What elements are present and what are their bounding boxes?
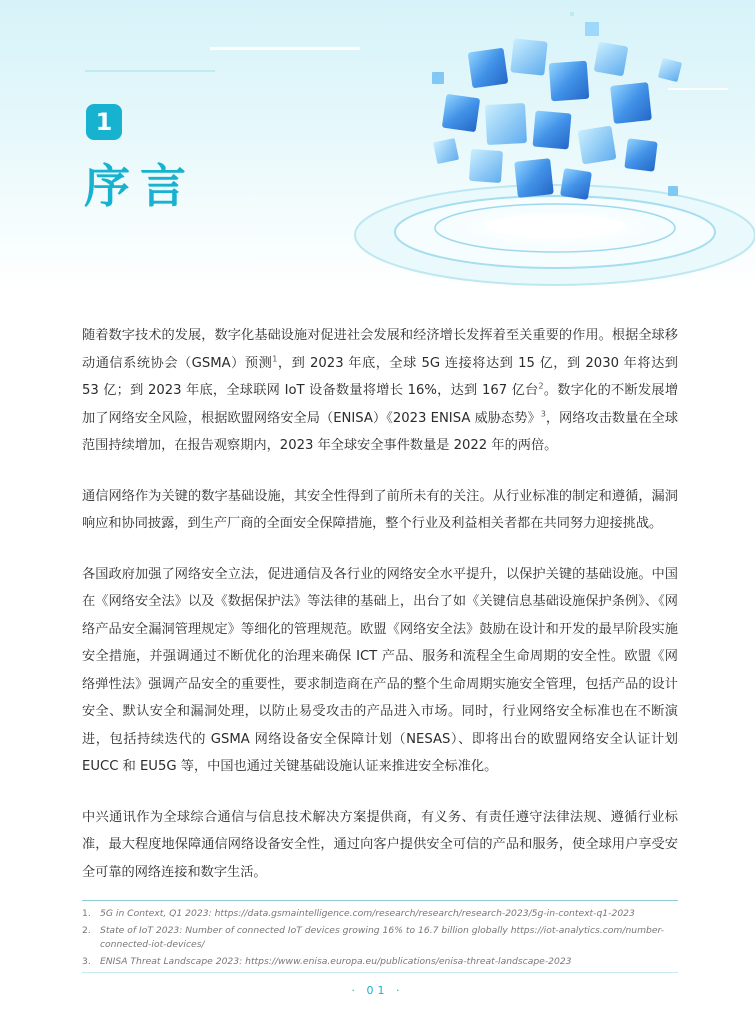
footnote-number: 3. [82, 956, 91, 967]
footnote-item [82, 907, 682, 921]
footnote-number: 1. [82, 908, 91, 919]
footnote-divider [82, 900, 678, 901]
footnote-ref-1: 1 [272, 354, 278, 364]
footnote-ref-2: 2 [538, 381, 544, 391]
chapter-number-badge: 1 [86, 104, 122, 140]
footnotes [82, 907, 682, 972]
paragraph-intro-part-c: 。数字化的不断发展增加了网络安全风险，根据欧盟网络安全局（ENISA）《2023 ENISA 威胁态势》 [82, 383, 679, 426]
footnote-number: 2. [82, 925, 91, 936]
footnote-item [82, 924, 682, 952]
body-text [82, 322, 678, 909]
paragraph-intro-part-a: 随着数字技术的发展，数字化基础设施对促进社会发展和经济增长发挥着至关重要的作用。根据全球移动通信系统协会（GSMA）预测 [82, 328, 678, 371]
paragraph-legislation: 各国政府加强了网络安全立法，促进通信及各行业的网络安全水平提升，以保护关键的基础设施。中国在《网络安全法》以及《数据保护法》等法律的基础上，出台了如《关键信息基础设施保护条例》、《网络产品安全漏洞管理规定》等细化的管理规范。欧盟《网络安全法》鼓励在设计和开发的最早阶段实施安全措施，并强调通过不断优化的治理来确保 ICT 产品、服务和流程全生命周期的安全性。欧盟《网络弹性法》强调产品安全的重要性，要求制造商在产品的整个生命周期实施安全管理，包括产品的设计安全、默认安全和漏洞处理，以防止易受攻击的产品进入市场。同时，行业网络安全标准也在不断演进，包括持续迭代的 GSMA 网络设备安全保障计划（NESAS）、即将出台的欧盟网络安全认证计划 EUCC 和 EU5G 等，中国也通过关键基础设施认证来推进安全标准化。 [82, 566, 678, 774]
page-number: · 01 · [351, 984, 404, 997]
cube-cluster-illustration [0, 0, 755, 290]
footnote-text: ENISA Threat Landscape 2023: https://www.enisa.europa.eu/publications/enisa-threat-landscape-2023 [100, 956, 572, 967]
paragraph-zte: 中兴通讯作为全球综合通信与信息技术解决方案提供商，有义务、有责任遵守法律法规、遵循行业标准，最大程度地保障通信网络设备安全性，通过向客户提供安全可信的产品和服务，使全球用户享受安全可靠的网络连接和数字生活。 [82, 809, 678, 880]
footnote-ref-3: 3 [540, 409, 546, 419]
paragraph-intro-part-b: ，到 2023 年底，全球 5G 连接将达到 15 亿，到 2030 年将达到 53 亿；到 2023 年底，全球联网 IoT 设备数量将增长 16%，达到 167 亿台 [82, 355, 678, 398]
chapter-title: 序言 [84, 159, 196, 213]
paragraph-network-security: 通信网络作为关键的数字基础设施，其安全性得到了前所未有的关注。从行业标准的制定和遵循，漏洞响应和协同披露，到生产厂商的全面安全保障措施，整个行业及利益相关者都在共同努力迎接挑战。 [82, 488, 678, 531]
hero-banner [0, 0, 755, 290]
footer-divider [82, 972, 678, 973]
paragraph-intro [82, 322, 678, 460]
footnote-text: 5G in Context, Q1 2023: https://data.gsmaintelligence.com/research/research/research-2023/5g-in-context-q1-2023 [100, 908, 635, 919]
footnote-text: State of IoT 2023: Number of connected IoT devices growing 16% to 16.7 billion globally https://iot-analytics.com/number-connected-iot-devices/ [100, 925, 665, 950]
footnote-item [82, 955, 682, 969]
paragraph-intro-part-d: ，网络攻击数量在全球范围持续增加，在报告观察期内，2023 年全球安全事件数量是 2022 年的两倍。 [82, 410, 679, 453]
